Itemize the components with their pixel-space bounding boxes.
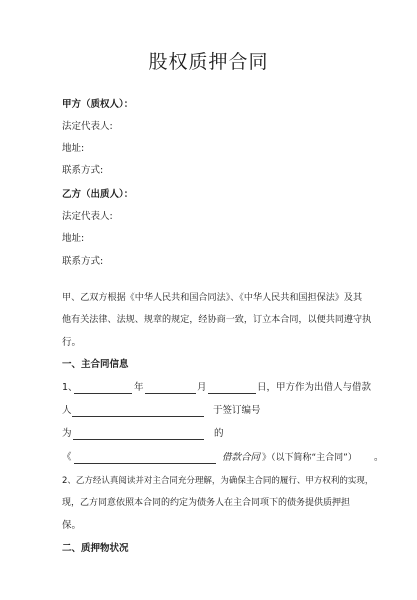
item-1-month: 月	[197, 382, 207, 393]
item-2-line-2: 现，乙方同意依照本合同的约定为债务人在主合同项下的债务提供质押担	[62, 498, 351, 508]
party-a-rep-label: 法定代表人:	[62, 121, 113, 132]
item-1-year: 年	[134, 382, 144, 393]
item-1-book-open: 《	[62, 452, 72, 463]
party-a-contact-label: 联系方式:	[62, 165, 104, 176]
item-1-number: 1、	[62, 382, 78, 393]
party-b-heading: 乙方（出质人）：	[62, 189, 134, 200]
section-1-heading: 一、主合同信息	[62, 359, 129, 370]
item-1-book-close: 》（以下简称“主合同”）	[262, 453, 357, 463]
blank-line-borrower	[72, 416, 204, 417]
item-2-line-1: 2、乙方经认真阅读并对主合同充分理解，为确保主合同的履行、甲方权利的实现，	[62, 476, 374, 486]
page-title: 股权质押合同	[148, 51, 269, 73]
blank-line-day	[208, 393, 256, 394]
party-a-address-label: 地址:	[62, 143, 85, 154]
item-1-day: 日，甲方作为出借人与借款	[257, 382, 372, 393]
item-1-of: 的	[214, 428, 224, 439]
party-a-heading: 甲方（质权人）：	[62, 99, 134, 110]
party-b-address-label: 地址:	[62, 233, 85, 244]
blank-line-month	[145, 393, 196, 394]
item-1-sign: 于签订编号	[213, 405, 261, 416]
blank-line-contract-name	[74, 463, 216, 464]
item-1-person: 人	[62, 405, 72, 416]
section-2-heading: 二、质押物状况	[62, 543, 129, 554]
blank-line-year	[74, 393, 132, 394]
party-b-rep-label: 法定代表人:	[62, 211, 113, 222]
intro-line-1: 甲、乙双方根据《中华人民共和国合同法》、《中华人民共和国担保法》及其	[62, 293, 363, 303]
item-1-for: 为	[62, 428, 72, 439]
blank-line-contract-number	[73, 439, 204, 440]
intro-line-2: 他有关法律、法规、规章的规定，经协商一致，订立本合同，以便共同遵守执	[62, 315, 372, 325]
item-1-contract-name: 借款合同	[222, 452, 261, 463]
party-b-contact-label: 联系方式:	[62, 256, 104, 267]
item-1-end: 。	[374, 452, 384, 463]
item-2-line-3: 保。	[62, 520, 82, 531]
intro-line-3: 行。	[62, 337, 82, 348]
